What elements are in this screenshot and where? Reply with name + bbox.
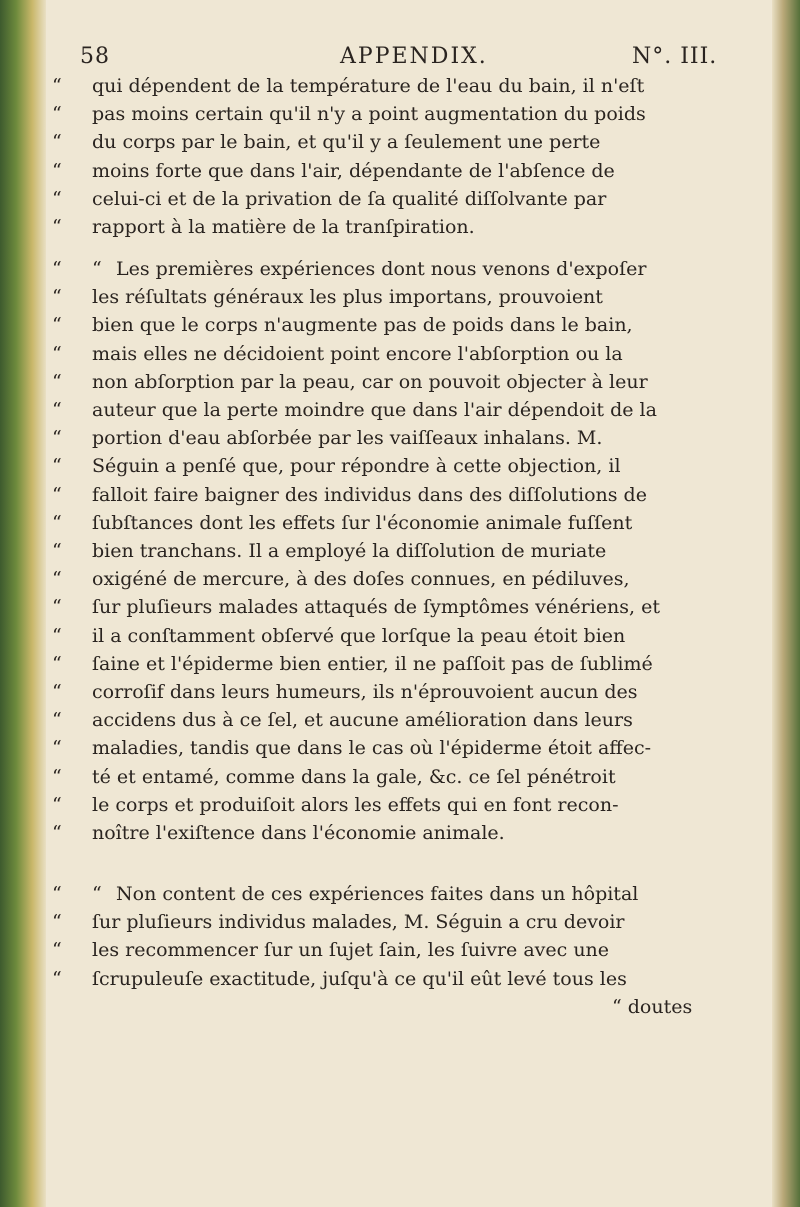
quote-mark: “: [52, 967, 62, 990]
text-line: [52, 763, 616, 791]
quote-mark: “: [612, 995, 628, 1018]
quote-mark: “: [52, 370, 62, 393]
line-text: accidens dus à ce ſel, et aucune amélioration dans leurs: [92, 709, 633, 732]
text-line: [52, 157, 615, 185]
text-line: [52, 565, 630, 593]
paragraph-indent: “: [92, 258, 102, 280]
quote-mark: “: [52, 103, 62, 126]
line-text: les réſultats généraux les plus importans, prouvoient: [92, 286, 603, 309]
line-text: moins forte que dans l'air, dépendante de l'abſence de: [92, 159, 615, 182]
catchword: [612, 993, 692, 1021]
line-text: Les premières expériences dont nous venons d'expoſer: [116, 258, 647, 280]
text-line: [52, 936, 609, 964]
quote-mark: “: [52, 624, 62, 647]
text-line: [52, 128, 600, 156]
line-text: ſaine et l'épiderme bien entier, il ne paſſoit pas de ſublimé: [92, 652, 653, 675]
line-text: Non content de ces expériences faites dans un hôpital: [116, 883, 639, 905]
line-text: auteur que la perte moindre que dans l'air dépendoit de la: [92, 399, 657, 421]
line-text: du corps par le bain, et qu'il y a ſeulement une perte: [92, 131, 601, 154]
text-line: [52, 537, 606, 565]
text-line: [52, 283, 603, 311]
line-text: portion d'eau abſorbée par les vaiſſeaux inhalans. M.: [92, 427, 603, 450]
quote-mark: “: [52, 159, 62, 182]
text-line: [52, 213, 475, 241]
text-line: [52, 72, 644, 100]
line-text: bien que le corps n'augmente pas de poids dans le bain,: [92, 314, 633, 337]
quote-mark: “: [52, 737, 62, 760]
text-line: [52, 965, 627, 993]
line-text: qui dépendent de la température de l'eau du bain, il n'eſt: [92, 75, 645, 97]
line-text: ſcrupuleuſe exactitude, juſqu'à ce qu'il eût levé tous les: [92, 967, 627, 990]
text-line: [52, 706, 633, 734]
quote-mark: “: [52, 793, 62, 816]
line-text: il a conſtamment obſervé que lorſque la peau étoit bien: [92, 624, 626, 647]
quote-mark: “: [52, 568, 62, 591]
quote-mark: “: [52, 596, 62, 619]
quote-mark: “: [52, 911, 62, 934]
text-line: [52, 650, 653, 678]
quote-mark: “: [52, 822, 62, 844]
line-text: celui-ci et de la privation de ſa qualité diſſolvante par: [92, 187, 607, 210]
quote-mark: “: [52, 681, 62, 703]
line-text: pas moins certain qu'il n'y a point augmentation du poids: [92, 103, 646, 126]
line-text: bien tranchans. Il a employé la diſſolution de muriate: [92, 540, 607, 562]
text-line: [52, 678, 638, 706]
text-line: [52, 340, 623, 368]
quote-mark: “: [52, 765, 62, 788]
line-text: les recommencer ſur un ſujet ſain, les ſuivre avec une: [92, 939, 610, 962]
quote-mark: “: [52, 540, 62, 562]
line-text: ſur pluſieurs malades attaqués de ſymptômes vénériens, et: [92, 596, 660, 619]
text-line: [52, 908, 625, 936]
catchword-text: doutes: [627, 995, 693, 1018]
quote-mark: “: [52, 314, 62, 337]
line-text: falloit faire baigner des individus dans des diſſolutions de: [92, 483, 647, 506]
quote-mark: “: [52, 258, 62, 280]
line-text: té et entamé, comme dans la gale, &c. ce ſel pénétroit: [92, 765, 616, 788]
line-text: ſur pluſieurs individus malades, M. Séguin a cru devoir: [92, 911, 625, 934]
quote-mark: “: [52, 939, 62, 962]
quote-mark: “: [52, 75, 62, 97]
quote-mark: “: [52, 131, 62, 154]
text-line: [52, 509, 632, 537]
line-text: noître l'exiſtence dans l'économie animale.: [92, 822, 505, 844]
text-line: [52, 424, 602, 452]
book-page: [52, 0, 770, 1207]
quote-mark: “: [52, 883, 62, 905]
text-line: [52, 368, 648, 396]
quote-mark: “: [52, 709, 62, 732]
running-title: APPENDIX.: [340, 44, 488, 69]
binding-gutter-right: [772, 0, 800, 1207]
quote-mark: “: [52, 342, 62, 365]
text-line: [52, 593, 660, 621]
paragraph-indent: “: [92, 883, 102, 905]
quote-mark: “: [52, 511, 62, 534]
page-number: 58: [80, 44, 110, 69]
text-line: [52, 311, 633, 339]
line-text: Séguin a penſé que, pour répondre à cette objection, il: [92, 455, 621, 478]
text-line: [52, 734, 651, 762]
line-text: mais elles ne décidoient point encore l'abſorption ou la: [92, 342, 623, 365]
quote-mark: “: [52, 483, 62, 506]
quote-mark: “: [52, 427, 62, 450]
binding-gutter-left: [0, 0, 46, 1207]
line-text: corroſif dans leurs humeurs, ils n'éprouvoient aucun des: [92, 681, 638, 703]
text-line: [52, 185, 606, 213]
text-line: [52, 100, 646, 128]
line-text: le corps et produiſoit alors les effets qui en font recon-: [92, 793, 619, 816]
line-text: maladies, tandis que dans le cas où l'épiderme étoit affec-: [92, 737, 652, 760]
text-line: [52, 452, 621, 480]
text-line: [52, 255, 646, 283]
line-text: oxigéné de mercure, à des doſes connues, en pédiluves,: [92, 568, 630, 591]
text-line: [52, 481, 647, 509]
quote-mark: “: [52, 652, 62, 675]
quote-mark: “: [52, 399, 62, 421]
line-text: ſubſtances dont les effets ſur l'économie animale fuſſent: [92, 511, 633, 534]
text-line: [52, 819, 505, 847]
text-line: [52, 791, 619, 819]
quote-mark: “: [52, 455, 62, 478]
section-number: N°. III.: [632, 44, 718, 69]
quote-mark: “: [52, 216, 62, 238]
text-line: [52, 396, 657, 424]
text-line: [52, 880, 638, 908]
line-text: non abſorption par la peau, car on pouvoit objecter à leur: [92, 370, 648, 393]
quote-mark: “: [52, 286, 62, 309]
quote-mark: “: [52, 187, 62, 210]
text-line: [52, 622, 625, 650]
line-text: rapport à la matière de la tranſpiration.: [92, 216, 475, 238]
